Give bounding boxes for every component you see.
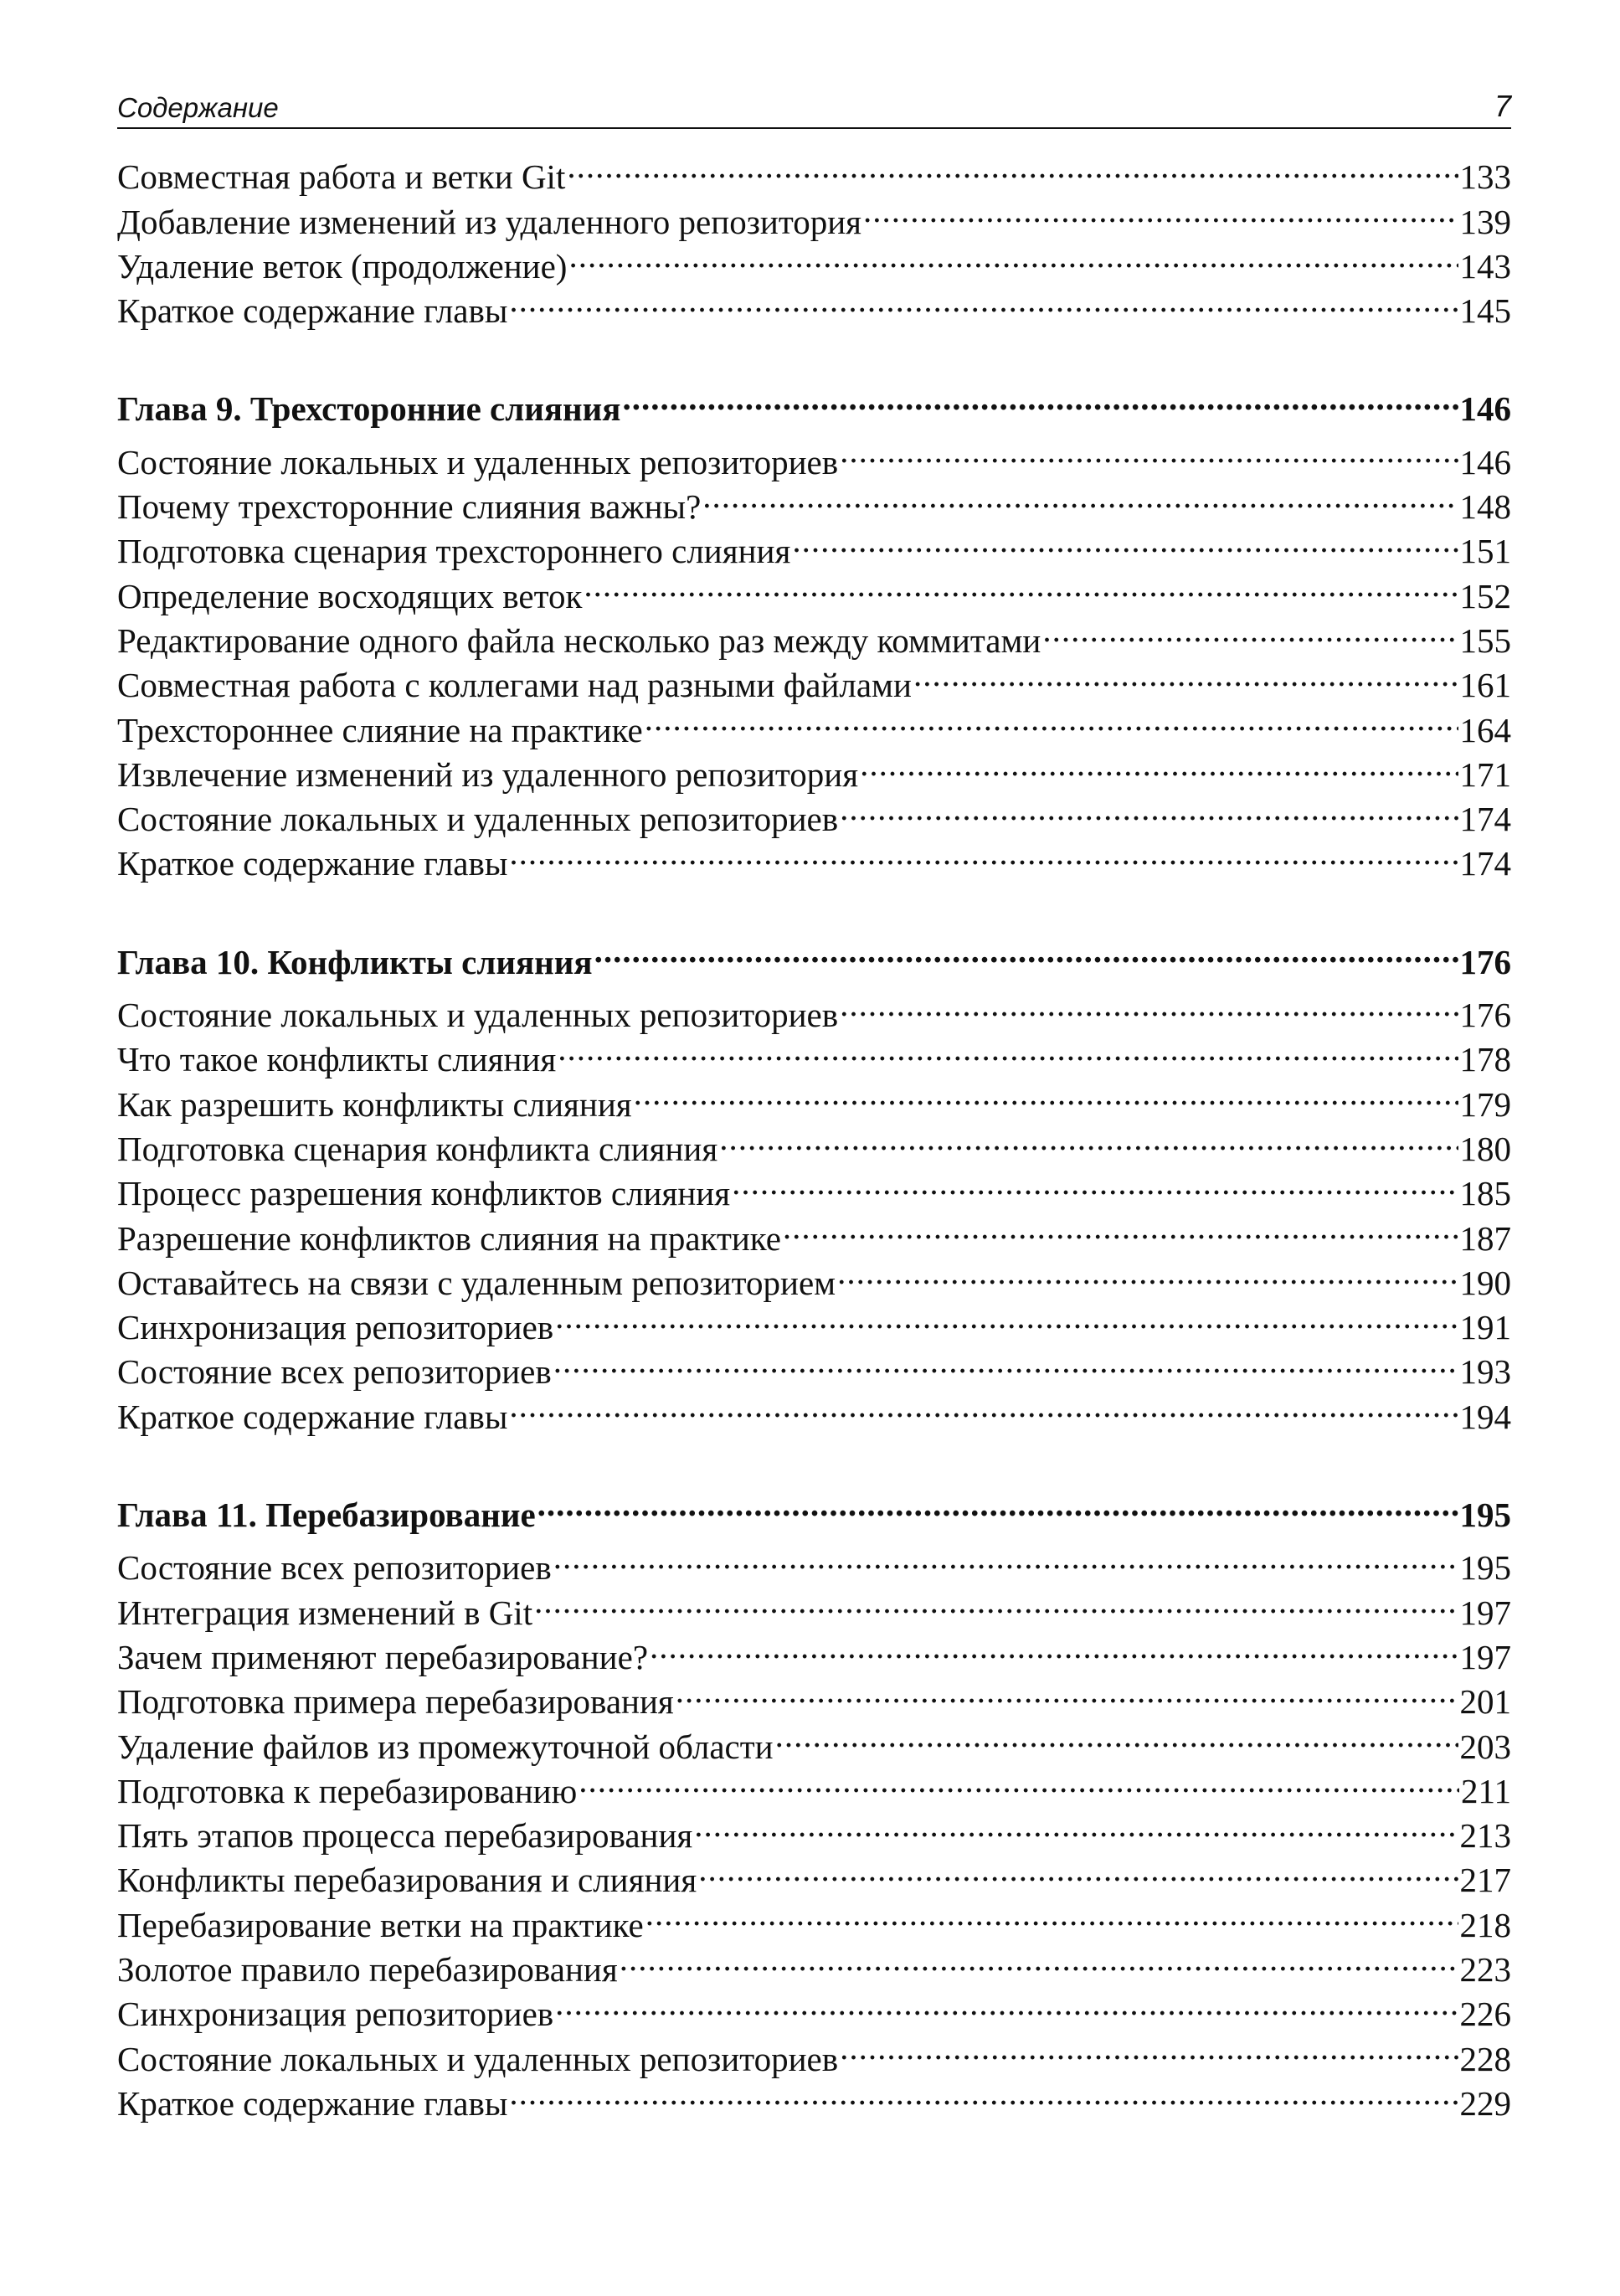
dot-leader	[863, 188, 1458, 233]
dot-leader	[553, 1535, 1458, 1579]
toc-entry-title: Состояние локальных и удаленных репозиториев	[117, 800, 839, 839]
toc-entry	[117, 144, 1511, 197]
dot-leader	[579, 1758, 1459, 1803]
toc-entry-page-number: 179	[1459, 1084, 1511, 1124]
toc-entry-title: Синхронизация репозиториев	[117, 1308, 554, 1347]
dot-leader	[719, 1116, 1458, 1161]
chapter-heading	[117, 1482, 1511, 1535]
toc-entry-page-number: 171	[1459, 754, 1511, 794]
toc-section-continued	[117, 144, 1511, 331]
chapter-section	[117, 376, 1511, 883]
dot-leader	[698, 1847, 1458, 1892]
dot-leader	[623, 376, 1458, 420]
toc-entry-title: Совместная работа с коллегами над разными файлами	[117, 666, 912, 705]
toc-entry-title: Оставайтесь на связи с удаленным репозиторием	[117, 1263, 836, 1302]
toc-entry-title: Подготовка сценария конфликта слияния	[117, 1129, 718, 1168]
toc-entry-page-number: 187	[1459, 1218, 1511, 1258]
dot-leader	[509, 2071, 1458, 2115]
dot-leader	[840, 982, 1458, 1027]
toc-entry	[117, 982, 1511, 1035]
toc-entry-title: Состояние локальных и удаленных репозиториев	[117, 442, 839, 481]
chapter-heading	[117, 929, 1511, 981]
toc-entry-page-number: 213	[1459, 1816, 1511, 1856]
dot-leader	[634, 1071, 1458, 1115]
toc-entry-page-number: 194	[1459, 1397, 1511, 1436]
toc-entry-page-number: 152	[1459, 576, 1511, 615]
chapter-title: Глава 9. Трехсторонние слияния	[117, 389, 621, 429]
chapter-heading	[117, 376, 1511, 429]
chapter-title: Глава 11. Перебазирование	[117, 1495, 536, 1535]
dot-leader	[840, 786, 1458, 831]
toc-entry-page-number: 218	[1459, 1905, 1511, 1944]
toc-entry-title: Краткое содержание главы	[117, 844, 508, 883]
toc-entry-page-number: 174	[1459, 800, 1511, 839]
toc-entry-page-number: 193	[1459, 1352, 1511, 1392]
running-head	[117, 84, 1511, 129]
toc-entry-title: Совместная работа и ветки Git	[117, 157, 566, 197]
dot-leader	[584, 563, 1458, 607]
toc-entry-page-number: 201	[1459, 1682, 1511, 1722]
toc-entry-page-number: 148	[1459, 487, 1511, 527]
toc-entry-title: Состояние локальных и удаленных репозиториев	[117, 996, 839, 1035]
dot-leader	[732, 1161, 1458, 1205]
toc-entry-title: Редактирование одного файла несколько раз между коммитами	[117, 620, 1041, 660]
dot-leader	[537, 1482, 1458, 1526]
toc-entry-title: Зачем применяют перебазирование?	[117, 1637, 649, 1676]
toc-entry-page-number: 190	[1459, 1263, 1511, 1302]
dot-leader	[783, 1205, 1458, 1249]
table-of-contents	[117, 144, 1511, 2123]
toc-entry	[117, 1535, 1511, 1588]
toc-entry-title: Золотое правило перебазирования	[117, 1949, 618, 1989]
toc-entry-title: Краткое содержание главы	[117, 291, 508, 331]
toc-entry-title: Подготовка примера перебазирования	[117, 1682, 674, 1722]
toc-entry-title: Разрешение конфликтов слияния на практике	[117, 1218, 781, 1258]
toc-entry-page-number: 223	[1459, 1949, 1511, 1989]
dot-leader	[840, 2026, 1458, 2070]
toc-entry-page-number: 139	[1459, 202, 1511, 241]
toc-entry-title: Определение восходящих веток	[117, 576, 583, 615]
toc-entry-page-number: 195	[1459, 1548, 1511, 1588]
toc-entry-title: Перебазирование ветки на практике	[117, 1905, 644, 1944]
dot-leader	[860, 742, 1458, 786]
toc-entry-page-number: 174	[1459, 844, 1511, 883]
toc-entry-page-number: 229	[1459, 2083, 1511, 2123]
toc-entry-page-number: 146	[1459, 442, 1511, 481]
running-head-page-number: 7	[1494, 89, 1511, 123]
toc-entry-title: Добавление изменений из удаленного репозитория	[117, 202, 862, 241]
dot-leader	[567, 144, 1458, 188]
toc-entry-page-number: 176	[1459, 996, 1511, 1035]
toc-entry-title: Подготовка сценария трехстороннего слияния	[117, 532, 791, 571]
toc-entry-title: Как разрешить конфликты слияния	[117, 1084, 632, 1124]
toc-entry-title: Интеграция изменений в Git	[117, 1593, 533, 1632]
toc-entry-title: Трехстороннее слияние на практике	[117, 710, 643, 749]
toc-entry-title: Состояние всех репозиториев	[117, 1352, 552, 1392]
toc-entry-page-number: 228	[1459, 2039, 1511, 2078]
toc-entry-title: Состояние локальных и удаленных репозиториев	[117, 2039, 839, 2078]
dot-leader	[837, 1250, 1458, 1295]
toc-entry-page-number: 178	[1459, 1040, 1511, 1079]
toc-entry-page-number: 197	[1459, 1593, 1511, 1632]
dot-leader	[1042, 608, 1458, 652]
dot-leader	[676, 1669, 1458, 1713]
toc-entry-title: Синхронизация репозиториев	[117, 1995, 554, 2034]
toc-entry-title: Почему трехсторонние слияния важны?	[117, 487, 702, 527]
toc-entry-title: Конфликты перебазирования и слияния	[117, 1861, 697, 1900]
chapter-page-number: 195	[1459, 1495, 1511, 1535]
toc-entry-title: Извлечение изменений из удаленного репозитория	[117, 754, 859, 794]
dot-leader	[840, 429, 1458, 473]
dot-leader	[555, 1295, 1458, 1339]
dot-leader	[555, 1981, 1458, 2026]
toc-entry-title: Пять этапов процесса перебазирования	[117, 1816, 693, 1856]
dot-leader	[534, 1579, 1458, 1624]
dot-leader	[645, 697, 1458, 741]
toc-entry-page-number: 226	[1459, 1995, 1511, 2034]
toc-entry-page-number: 161	[1459, 666, 1511, 705]
toc-entry-page-number: 197	[1459, 1637, 1511, 1676]
chapter-title: Глава 10. Конфликты слияния	[117, 942, 593, 981]
dot-leader	[694, 1803, 1458, 1847]
dot-leader	[509, 1383, 1458, 1428]
toc-entry-title: Краткое содержание главы	[117, 2083, 508, 2123]
toc-entry-page-number: 180	[1459, 1129, 1511, 1168]
toc-entry-page-number: 217	[1459, 1861, 1511, 1900]
toc-entry-title: Подготовка к перебазированию	[117, 1771, 578, 1810]
toc-entry-title: Состояние всех репозиториев	[117, 1548, 552, 1588]
toc-entry-page-number: 191	[1459, 1308, 1511, 1347]
dot-leader	[913, 652, 1458, 697]
chapter-page-number: 146	[1459, 389, 1511, 429]
dot-leader	[553, 1339, 1458, 1383]
running-head-title: Содержание	[117, 92, 279, 123]
toc-entry-page-number: 203	[1459, 1727, 1511, 1766]
dot-leader	[558, 1027, 1458, 1071]
chapter-page-number: 176	[1459, 942, 1511, 981]
dot-leader	[775, 1713, 1458, 1758]
dot-leader	[792, 518, 1458, 563]
toc-entry-title: Краткое содержание главы	[117, 1397, 508, 1436]
toc-entry-page-number: 151	[1459, 532, 1511, 571]
toc-entry	[117, 429, 1511, 481]
toc-entry-page-number: 143	[1459, 246, 1511, 286]
chapter-section	[117, 1482, 1511, 2123]
chapter-section	[117, 929, 1511, 1436]
dot-leader	[594, 929, 1458, 973]
dot-leader	[568, 234, 1458, 278]
dot-leader	[620, 1937, 1458, 1981]
toc-entry-page-number: 211	[1461, 1771, 1511, 1810]
toc-entry-page-number: 133	[1459, 157, 1511, 197]
toc-entry-page-number: 185	[1459, 1174, 1511, 1213]
toc-entry-page-number: 155	[1459, 620, 1511, 660]
dot-leader	[645, 1892, 1458, 1936]
dot-leader	[509, 278, 1458, 322]
toc-entry-page-number: 145	[1459, 291, 1511, 331]
toc-entry-title: Процесс разрешения конфликтов слияния	[117, 1174, 731, 1213]
dot-leader	[650, 1624, 1458, 1669]
dot-leader	[702, 474, 1458, 518]
toc-entry-page-number: 164	[1459, 710, 1511, 749]
toc-entry-title: Удаление файлов из промежуточной области	[117, 1727, 774, 1766]
book-page	[117, 84, 1511, 2123]
dot-leader	[509, 831, 1458, 875]
toc-entry-title: Удаление веток (продолжение)	[117, 246, 568, 286]
toc-entry-title: Что такое конфликты слияния	[117, 1040, 557, 1079]
